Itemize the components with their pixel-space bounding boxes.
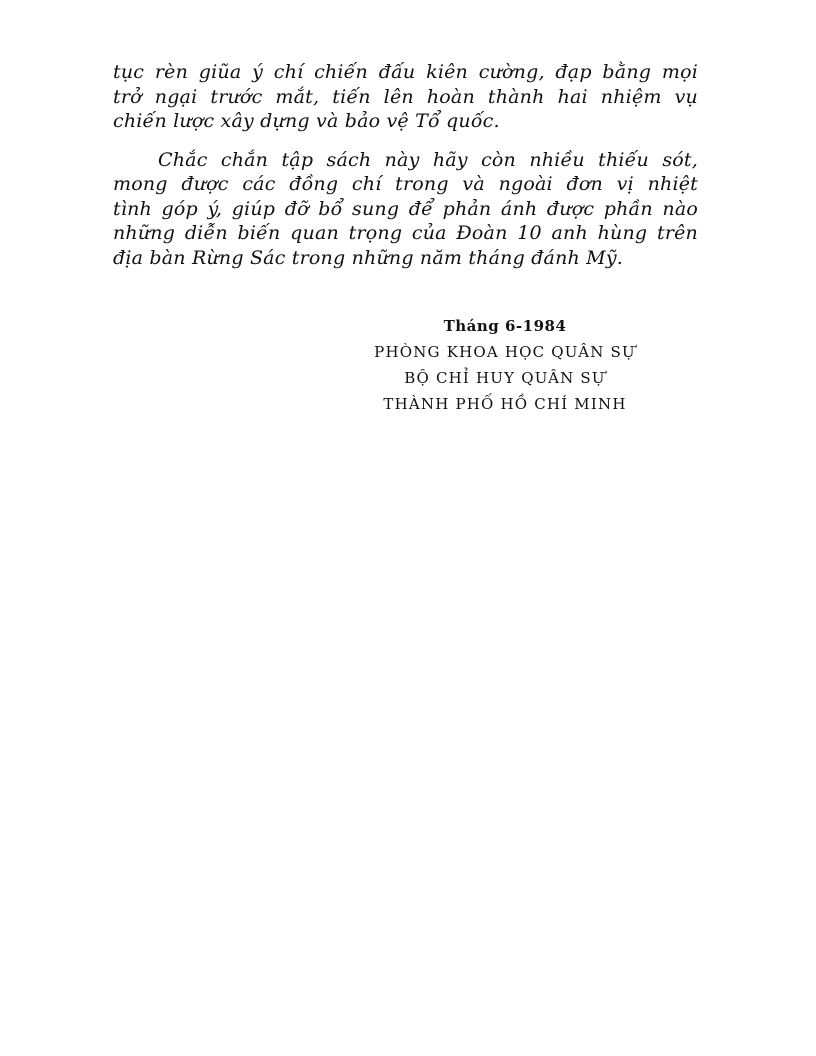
body-text — [113, 60, 698, 270]
signature-org-line-1: PHÒNG KHOA HỌC QUÂN SỰ — [374, 343, 636, 361]
paragraph-spacer — [113, 134, 698, 148]
paragraph-2-line-4: những diễn biến quan trọng của Đoàn 10 anh hùng trên — [113, 222, 698, 244]
paragraph-2 — [113, 148, 698, 271]
signature-date: Tháng 6-1984 — [443, 317, 567, 335]
paragraph-2-line-1: Chắc chắn tập sách này hãy còn nhiều thiếu sót, — [158, 148, 698, 171]
signature-block — [360, 313, 650, 417]
paragraph-2-line-2: mong được các đồng chí trong và ngoài đơn vị nhiệt — [113, 173, 698, 195]
paragraph-2-line-5: địa bàn Rừng Sác trong những năm tháng đánh Mỹ. — [113, 246, 624, 269]
paragraph-1-line-3: chiến lược xây dựng và bảo vệ Tổ quốc. — [113, 110, 500, 132]
paragraph-2-line-3: tình góp ý, giúp đỡ bổ sung để phản ánh được phần nào — [113, 197, 698, 220]
signature-org-line-3: THÀNH PHỐ HỒ CHÍ MINH — [383, 395, 627, 413]
paragraph-1-line-1: tục rèn giũa ý chí chiến đấu kiên cường, đạp bằng mọi — [113, 61, 698, 83]
paragraph-1-line-2: trở ngại trước mắt, tiến lên hoàn thành hai nhiệm vụ — [113, 85, 698, 108]
paragraph-1 — [113, 60, 698, 134]
signature-org-line-2: BỘ CHỈ HUY QUÂN SỰ — [404, 369, 606, 387]
